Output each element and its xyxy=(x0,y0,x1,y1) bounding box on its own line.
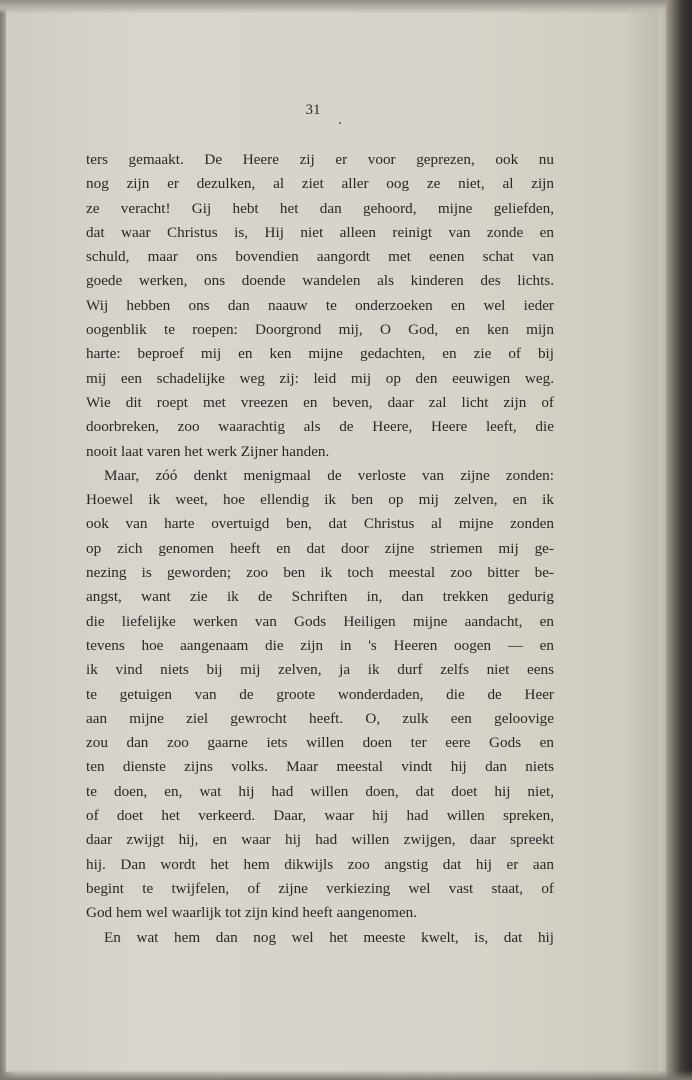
text-line: nezing is geworden; zoo ben ik toch meestal zoo bitter be- xyxy=(86,564,554,582)
text-line: doorbreken, zoo waarachtig als de Heere, Heere leeft, die xyxy=(86,418,554,436)
text-line: te getuigen van de groote wonderdaden, die de Heer xyxy=(86,685,554,703)
text-line: mij een schadelijke weg zij: leid mij op den eeuwigen weg. xyxy=(86,369,554,387)
text-line: ters gemaakt. De Heere zij er voor geprezen, ook nu xyxy=(86,151,554,168)
text-line: ten dienste zijns volks. Maar meestal vindt hij dan niets xyxy=(86,758,554,776)
text-line: begint te twijfelen, of zijne verkiezing wel vast staat, of xyxy=(86,879,554,897)
text-line: dat waar Christus is, Hij niet alleen reinigt van zonde en xyxy=(86,223,554,241)
book-cover-edge xyxy=(666,0,692,1080)
text-line: aan mijne ziel gewrocht heeft. O, zulk een geloovige xyxy=(86,709,554,727)
text-line: ze veracht! Gij hebt het dan gehoord, mijne geliefden, xyxy=(86,199,554,217)
text-line: oogenblik te roepen: Doorgrond mij, O God, en ken mijn xyxy=(86,321,554,339)
text-line: hij. Dan wordt het hem dikwijls zoo angstig dat hij er aan xyxy=(86,855,554,873)
text-line: ook van harte overtuigd ben, dat Christus al mijne zonden xyxy=(86,515,554,533)
bottom-shadow xyxy=(0,1070,692,1080)
text-line: Wie dit roept met vreezen en beven, daar zal licht zijn of xyxy=(86,393,554,411)
text-line: ik vind niets bij mij zelven, ja ik durf zelfs niet eens xyxy=(86,661,554,679)
text-line: Wij hebben ons dan naauw te onderzoeken en wel ieder xyxy=(86,296,554,314)
text-line: Maar, zóó denkt menigmaal de verloste van zijne zonden: xyxy=(104,466,554,484)
text-line: zou dan zoo gaarne iets willen doen ter eere Gods en xyxy=(86,734,554,752)
text-line: tevens hoe aangenaam die zijn in 's Heeren oogen — en xyxy=(86,636,554,654)
text-line: die liefelijke werken van Gods Heiligen mijne aandacht, en xyxy=(86,612,554,630)
text-line: God hem wel waarlijk tot zijn kind heeft aangenomen. xyxy=(86,904,418,922)
ink-speck xyxy=(339,122,341,124)
text-line: angst, want zie ik de Schriften in, dan trekken gedurig xyxy=(86,588,554,606)
text-line: En wat hem dan nog wel het meeste kwelt, is, dat hij xyxy=(104,928,554,946)
text-line: nooit laat varen het werk Zijner handen. xyxy=(86,442,330,460)
text-line: harte: beproef mij en ken mijne gedachten, en zie of bij xyxy=(86,345,554,363)
page-number: 31 xyxy=(305,102,321,118)
text-line: daar zwijgt hij, en waar hij had willen zwijgen, daar spreekt xyxy=(86,831,554,849)
body-text xyxy=(86,148,554,950)
text-line: te doen, en, wat hij had willen doen, dat doet hij niet, xyxy=(86,782,554,800)
text-line: Hoewel ik weet, hoe ellendig ik ben op mij zelven, en ik xyxy=(86,491,554,509)
text-line: op zich genomen heeft en dat door zijne striemen mij ge- xyxy=(86,539,554,557)
top-shadow xyxy=(0,0,692,14)
text-line: schuld, maar ons bovendien aangordt met eenen schat van xyxy=(86,248,554,266)
text-line: goede werken, ons doende wandelen als kinderen des lichts. xyxy=(86,272,554,290)
text-line: nog zijn er dezulken, al ziet aller oog ze niet, al zijn xyxy=(86,175,554,193)
text-line: of doet het verkeerd. Daar, waar hij had willen spreken, xyxy=(86,807,554,825)
